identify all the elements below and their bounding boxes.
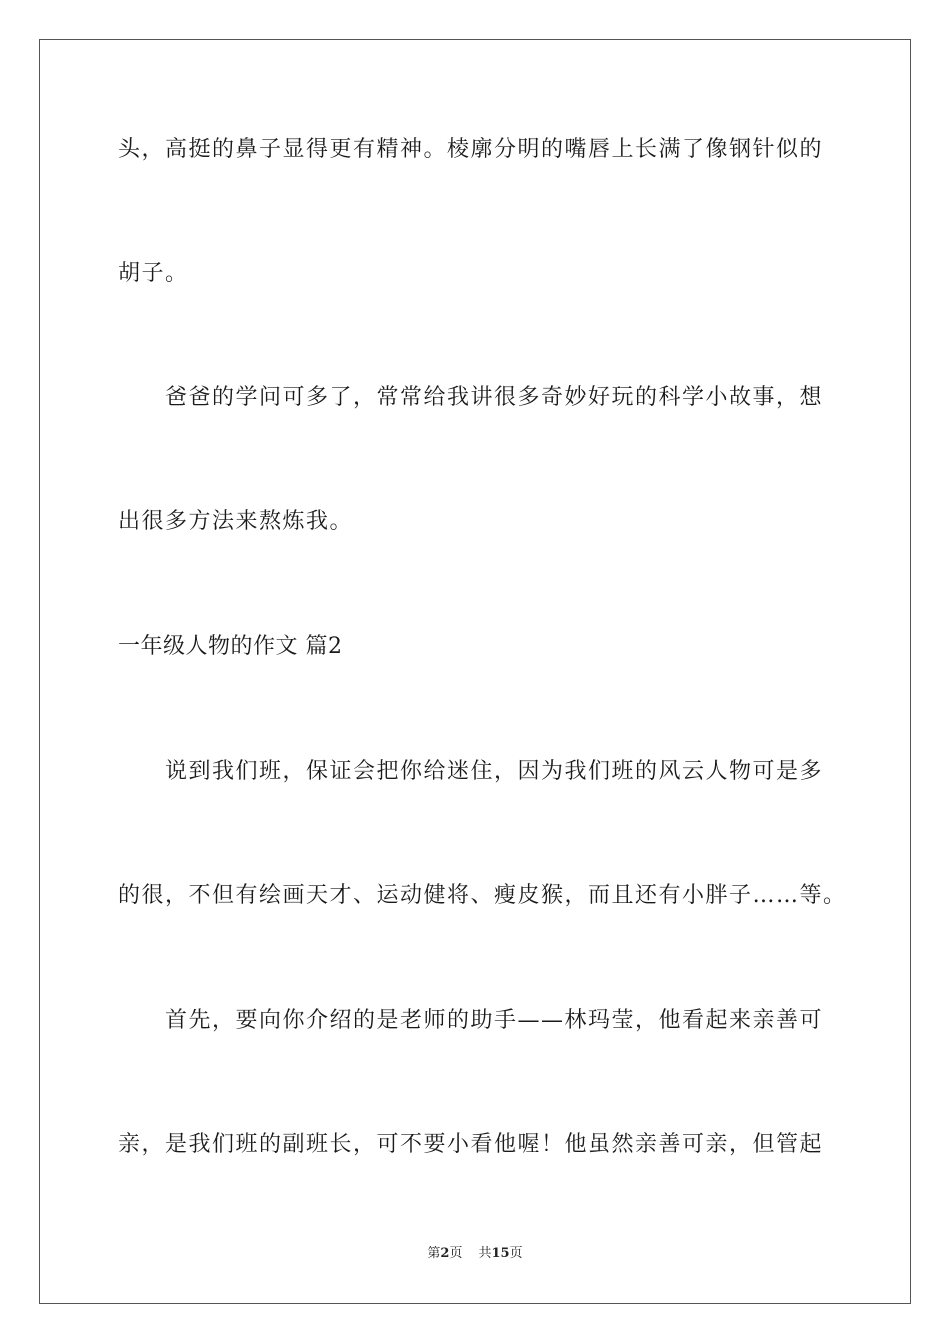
total-suffix: 页 (509, 1246, 523, 1261)
page-prefix: 第 (427, 1246, 441, 1261)
page-footer (0, 1245, 950, 1263)
section-heading: 一年级人物的作文 篇2 (118, 634, 343, 659)
paragraph-line: 出很多方法来熬炼我。 (118, 509, 354, 534)
paragraph-line: 头，高挺的鼻子显得更有精神。棱廓分明的嘴唇上长满了像钢针似的 (118, 137, 824, 162)
page-current: 2 (440, 1246, 450, 1261)
total-pages: 15 (491, 1246, 510, 1261)
paragraph-line: 亲，是我们班的副班长，可不要小看他喔！他虽然亲善可亲，但管起 (118, 1132, 824, 1157)
page-frame (39, 39, 911, 1304)
paragraph-line: 首先，要向你介绍的是老师的助手——林玛莹，他看起来亲善可 (165, 1008, 824, 1033)
paragraph-line: 胡子。 (118, 261, 189, 286)
paragraph-line: 说到我们班，保证会把你给迷住，因为我们班的风云人物可是多 (165, 759, 824, 784)
page-suffix: 页 (449, 1246, 463, 1261)
paragraph-line: 爸爸的学问可多了，常常给我讲很多奇妙好玩的科学小故事，想 (165, 385, 824, 410)
paragraph-line: 的很，不但有绘画天才、运动健将、瘦皮猴，而且还有小胖子……等。 (118, 883, 847, 908)
total-prefix: 共 (478, 1246, 492, 1261)
